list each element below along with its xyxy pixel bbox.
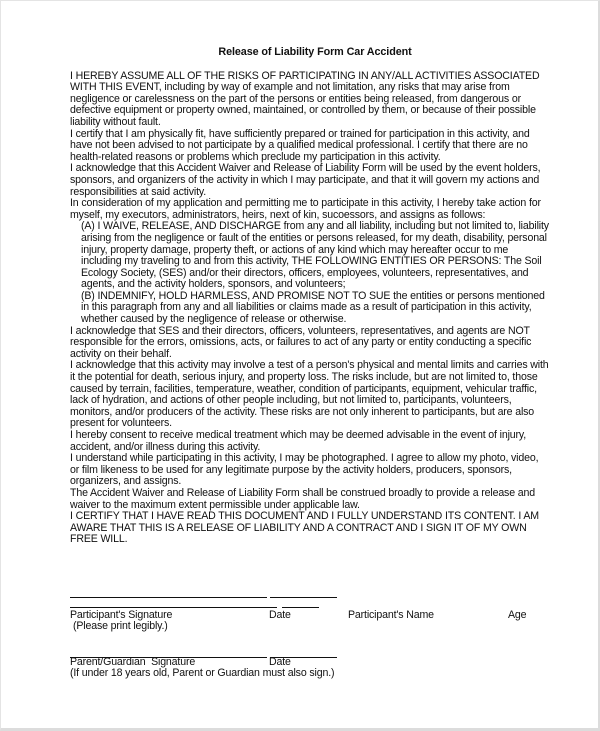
paragraph-acknowledge-form: I acknowledge that this Accident Waiver and Release of Liability Form will be used by the event holders, sponsors, and organizers of the activity in which I may participate, and that it will govern my actions and responsibilities at said activity. — [70, 162, 541, 198]
participant-signature-line-upper[interactable] — [70, 597, 267, 598]
guardian-note: (If under 18 years old, Parent or Guardian must also sign.) — [70, 667, 335, 679]
paragraph-certify: I CERTIFY THAT I HAVE READ THIS DOCUMENT AND I FULLY UNDERSTAND ITS CONTENT. I AM AWARE THAT THIS IS A RELEASE OF LIABILITY AND A CONTRACT AND I SIGN IT OF MY OWN FREE WILL. — [70, 510, 539, 546]
paragraph-medical-consent: I hereby consent to receive medical treatment which may be deemed advisable in the event of injury, accident, and/or illness during this activity. — [70, 429, 527, 453]
paragraph-ses-not-responsible: I acknowledge that SES and their directors, officers, volunteers, representatives, and agents are NOT responsible for the errors, omissions, acts, or failures to act of any party or entity conducting a specific activity on their behalf. — [70, 324, 532, 360]
participant-signature-line[interactable] — [70, 607, 277, 608]
clause-a-waive: (A) I WAIVE, RELEASE, AND DISCHARGE from any and all liability, including but not limited to, liability arising from the negligence or fault of the entities or persons released, for my death, disability, personal injury, property damage, property theft, or actions of any kind which may hereafter occur to me including my traveling to and from this activity, THE FOLLOWING ENTITIES OR PERSONS: The Soil Ecology Society, (SES) and/or their directors, officers, employees, volunteers, representatives, and agents, and the activity holders, sponsors, and volunteers; — [81, 220, 549, 291]
participant-date-label: Date — [269, 609, 291, 621]
paragraph-assume-risks: I HEREBY ASSUME ALL OF THE RISKS OF PARTICIPATING IN ANY/ALL ACTIVITIES ASSOCIATED WITH THIS EVENT, including by way of example and not limitation, any risks that may arise from negligence or carelessness on the part of the persons or entities being released, from dangerous or defective equipment or property owned, maintained, or controlled by them, or because of their possible liability without fault. — [70, 69, 540, 128]
participant-date-line-upper[interactable] — [270, 597, 337, 598]
clause-b-indemnify: (B) INDEMNIFY, HOLD HARMLESS, AND PROMISE NOT TO SUE the entities or persons mentioned in this paragraph from any and all liabilities or claims made as a result of participation in this activity, whether caused by the negligence of release or otherwise. — [81, 289, 545, 326]
guardian-date-label: Date — [269, 656, 291, 668]
participant-date-line[interactable] — [282, 607, 319, 608]
paragraph-physically-fit: I certify that I am physically fit, have sufficiently prepared or trained for participation in this activity, and have not been advised to not participate by a qualified medical professional. I certify that there are no health-related reasons or problems which preclude my participation in this activity. — [70, 127, 530, 163]
guardian-signature-label: Parent/Guardian Signature — [70, 656, 196, 668]
paragraph-photograph-consent: I understand while participating in this activity, I may be photographed. I agree to allow my photo, video, or film likeness to be used for any legitimate purpose by the activity holders, producers, sponsors, organizers, and assigns. — [70, 452, 539, 488]
paragraph-consideration: In consideration of my application and permitting me to participate in this activity, I hereby take action for myself, my executors, administrators, heirs, next of kin, sucoessors, and assigns as follows: — [70, 197, 541, 221]
document-body — [70, 47, 550, 546]
print-legibly-note: (Please print legibly.) — [73, 620, 168, 632]
document-title: Release of Liability Form Car Accident — [218, 46, 412, 58]
paragraph-construed-broadly: The Accident Waiver and Release of Liability Form shall be construed broadly to provide a release and waiver to the maximum extent permissible under applicable law. — [70, 486, 535, 511]
participant-signature-label: Participant's Signature — [70, 609, 173, 621]
age-label: Age — [508, 609, 527, 621]
participant-name-label: Participant's Name — [348, 609, 434, 621]
paragraph-activity-risks: I acknowledge that this activity may involve a test of a person's physical and mental limits and carries with it the potential for death, serious injury, and property loss. The risks include, but are not limited to, those caused by terrain, facilities, temperature, weather, condition of participants, equipment, vehicular traffic, lack of hydration, and actions of other people including, but not limited to, participants, volunteers, monitors, and/or producers of the activity. These risks are not only inherent to participants, but are also present for volunteers. — [70, 359, 549, 430]
